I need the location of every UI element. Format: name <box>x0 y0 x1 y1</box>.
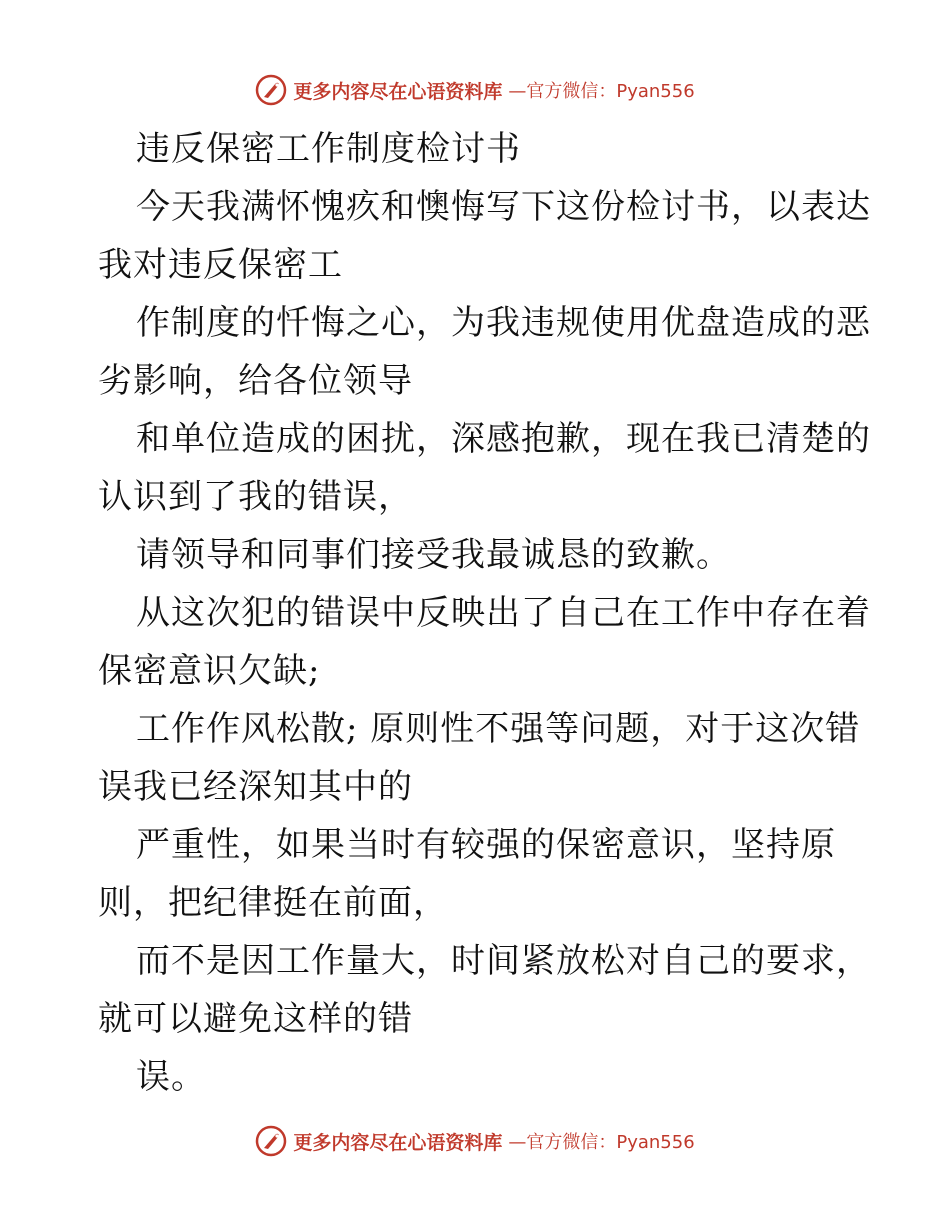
header-banner-inner <box>255 74 694 106</box>
footer-banner <box>0 1121 950 1161</box>
quill-pen-icon <box>255 1125 287 1157</box>
paragraph-line: 误。 <box>136 1057 206 1097</box>
footer-banner-inner <box>255 1125 694 1157</box>
paragraph-line: 就可以避免这样的错 <box>98 999 413 1039</box>
paragraph-line: 我对违反保密工 <box>98 245 343 285</box>
paragraph-line: 劣影响，给各位领导 <box>98 361 413 401</box>
paragraph-line: 从这次犯的错误中反映出了自己在工作中存在着 <box>136 593 871 633</box>
paragraph-line: 和单位造成的困扰，深感抱歉，现在我已清楚的 <box>136 419 871 459</box>
paragraph-line: 工作作风松散; 原则性不强等问题，对于这次错 <box>136 709 861 749</box>
document-body <box>98 120 871 1106</box>
paragraph-line: 严重性，如果当时有较强的保密意识，坚持原 <box>136 825 836 865</box>
footer-banner-wechat: —官方微信：Pyan556 <box>508 1132 695 1153</box>
quill-pen-icon <box>255 74 287 106</box>
paragraph-line: 请领导和同事们接受我最诚恳的致歉。 <box>136 535 731 575</box>
header-banner <box>0 70 950 110</box>
header-banner-wechat: —官方微信：Pyan556 <box>508 81 695 102</box>
paragraph-line: 认识到了我的错误， <box>98 477 413 517</box>
paragraph-line: 今天我满怀愧疚和懊悔写下这份检讨书，以表达 <box>136 187 871 227</box>
paragraph-line: 保密意识欠缺; <box>98 651 321 691</box>
footer-banner-title: 更多内容尽在心语资料库 <box>293 1131 503 1154</box>
paragraph-line: 作制度的忏悔之心，为我违规使用优盘造成的恶 <box>136 303 871 343</box>
header-banner-title: 更多内容尽在心语资料库 <box>293 80 503 103</box>
paragraph-line: 而不是因工作量大，时间紧放松对自己的要求， <box>136 941 871 981</box>
paragraph-line: 误我已经深知其中的 <box>98 767 413 807</box>
paragraph-line: 则，把纪律挺在前面， <box>98 883 448 923</box>
document-title: 违反保密工作制度检讨书 <box>136 129 521 169</box>
